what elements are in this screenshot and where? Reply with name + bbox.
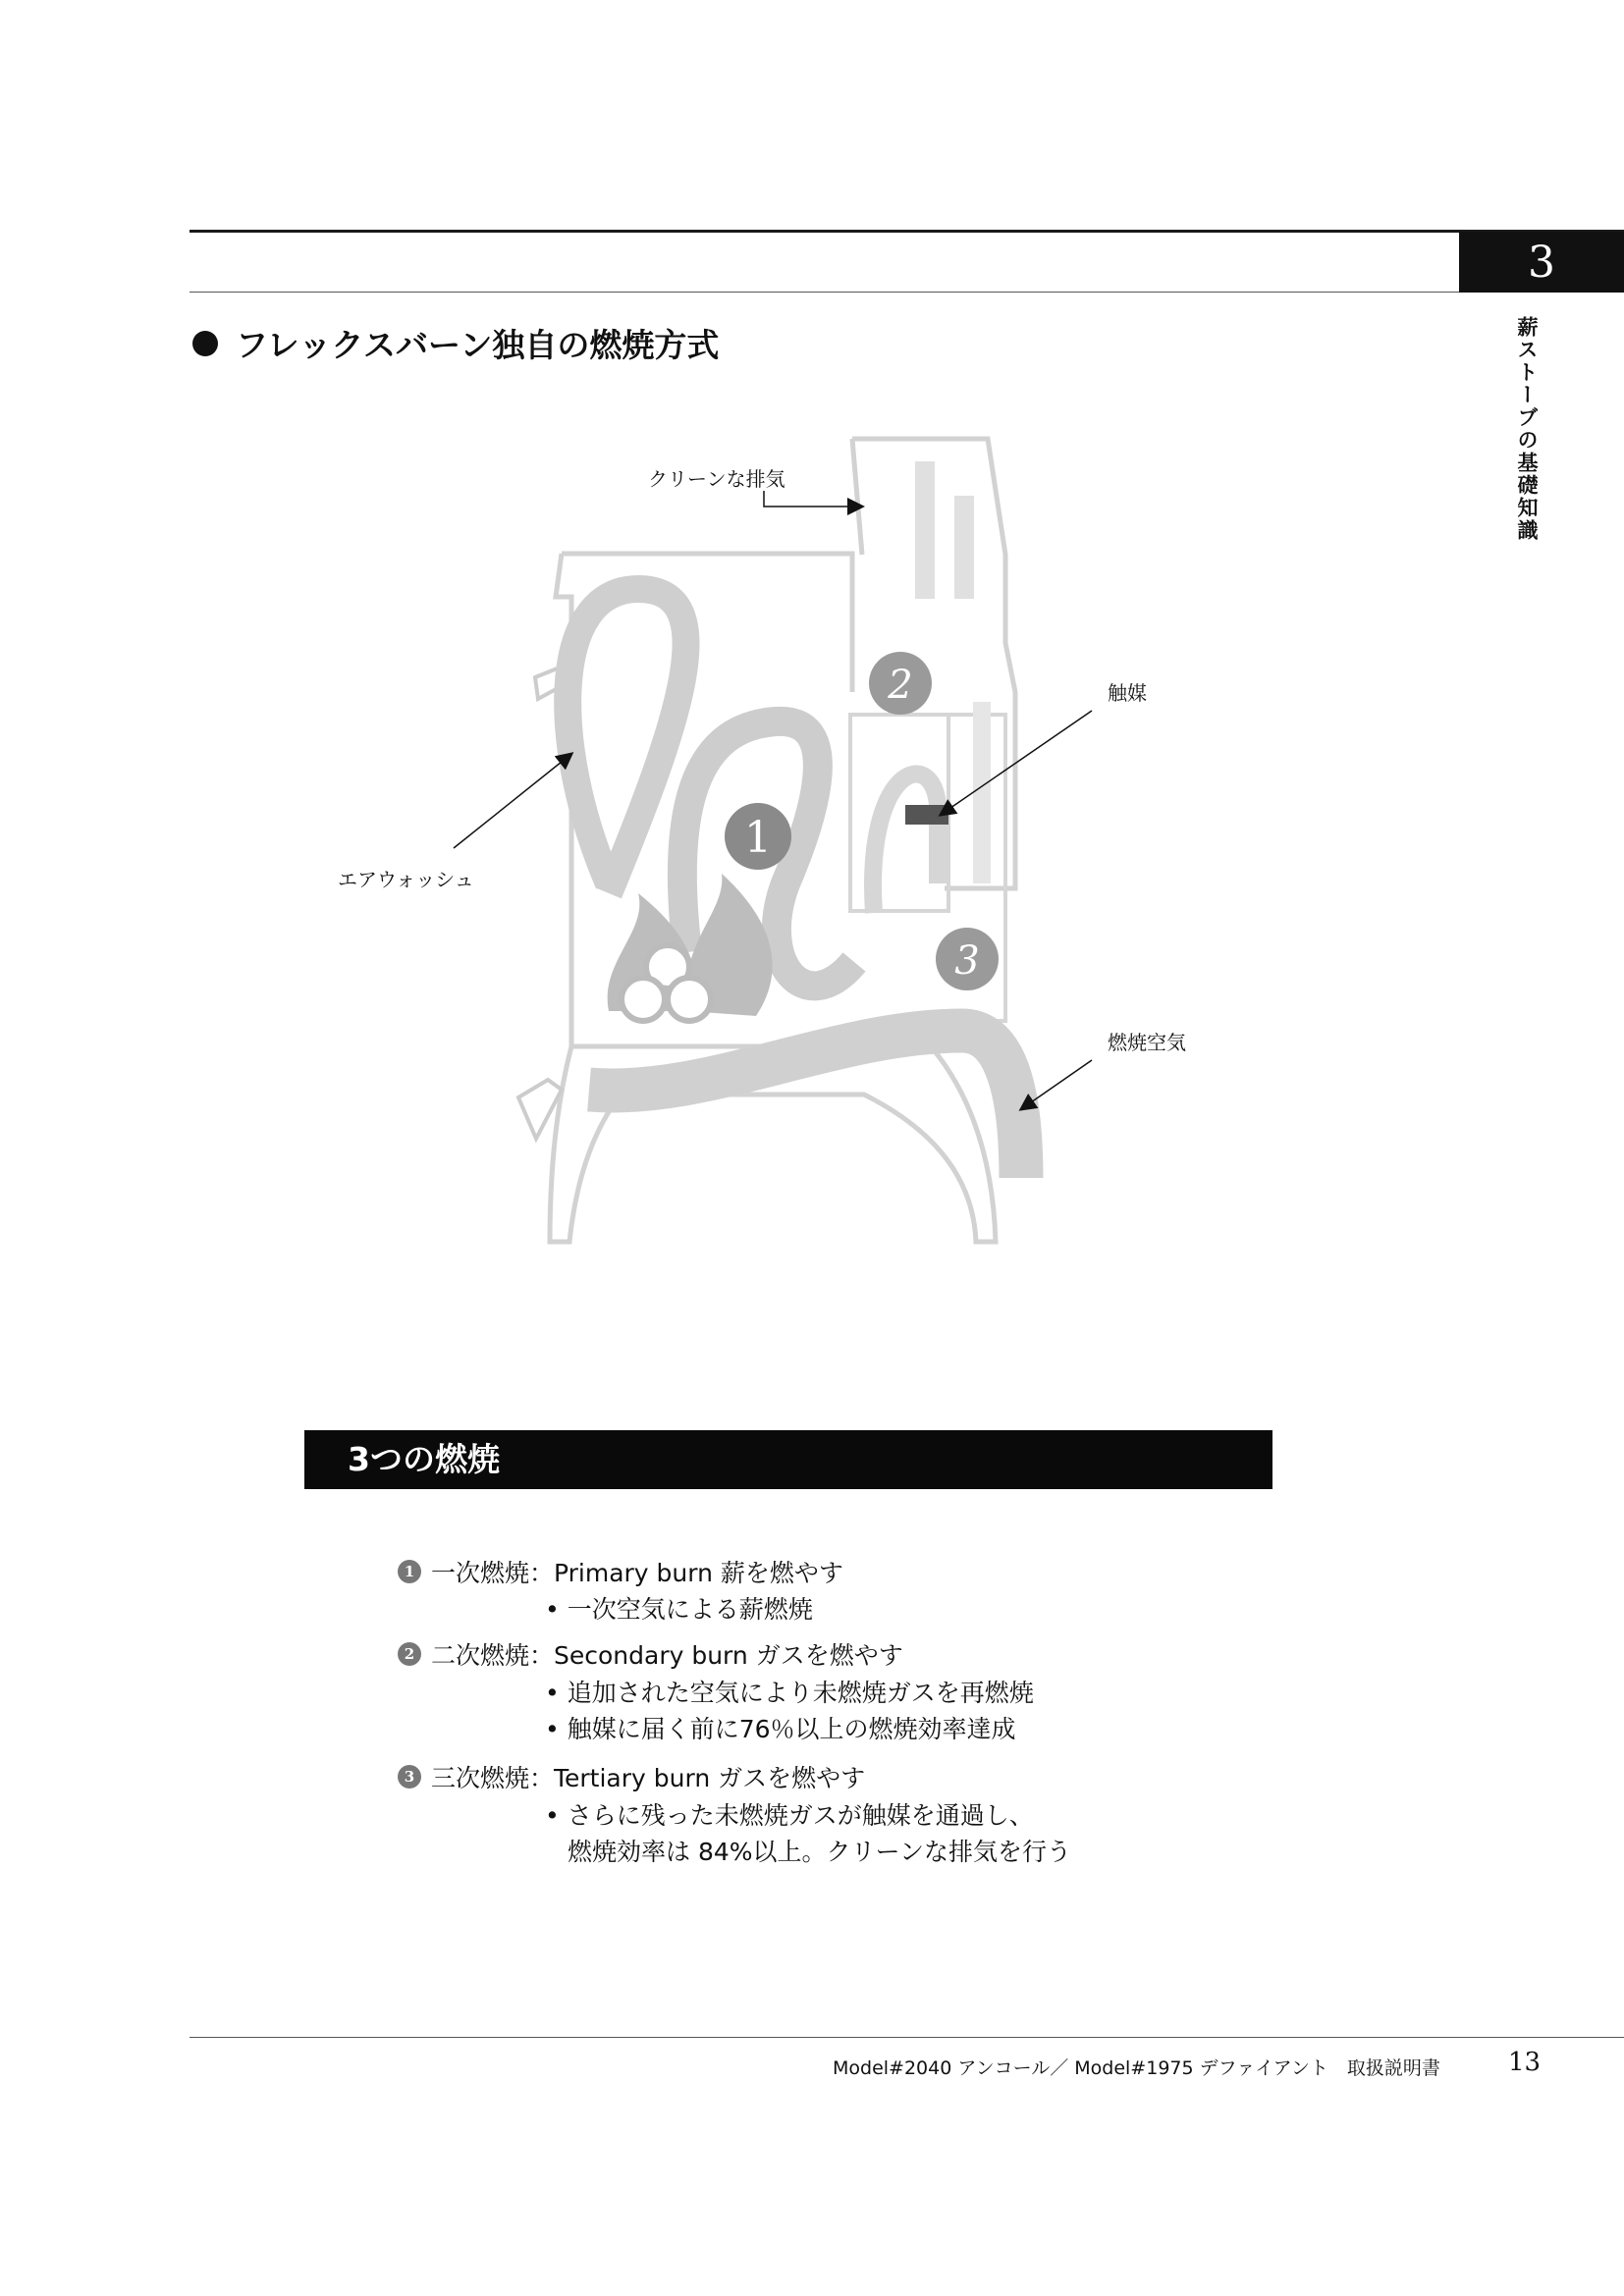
combustion-item-head <box>398 1636 903 1672</box>
page-number: 13 <box>1508 2048 1542 2077</box>
combustion-air-label: 燃焼空気 <box>1108 1031 1186 1054</box>
catalyst-label: 触媒 <box>1108 681 1147 705</box>
combustion-item-1 <box>398 1554 843 1589</box>
chapter-title: 薪ストーブの基礎知識 <box>1515 316 1540 542</box>
number-2-icon: 2 <box>398 1642 421 1666</box>
clean-exhaust-pointer <box>764 491 862 507</box>
footer-model-text: Model#2040 アンコール／ Model#1975 デファイアント 取扱説明書 <box>833 2057 1440 2079</box>
section-title-text: フレックスバーン独自の燃焼方式 <box>236 326 720 364</box>
air-wash-label: エアウォッシュ <box>338 868 474 891</box>
log-icon <box>668 978 711 1021</box>
number-3-icon: 3 <box>398 1765 421 1789</box>
marker-1-label: 1 <box>744 813 772 863</box>
combustion-heading-bar: 3つの燃焼 <box>304 1430 1272 1489</box>
marker-3-label: 3 <box>954 938 980 984</box>
chapter-number: 3 <box>1528 237 1555 288</box>
combustion-item-line: • 触媒に届く前に76％以上の燃焼効率達成 <box>545 1715 1016 1743</box>
combustion-item-3 <box>398 1759 865 1794</box>
marker-2-label: 2 <box>888 663 913 708</box>
combustion-item-title: 三次燃焼：Tertiary burn ガスを燃やす <box>431 1764 866 1792</box>
combustion-item-line: 燃焼効率は 84%以上。クリーンな排気を行う <box>568 1838 1072 1866</box>
footer-rule <box>189 2037 1624 2038</box>
log-icon <box>622 978 665 1021</box>
air-wash-flow <box>568 589 685 893</box>
catalyst-block <box>905 805 948 825</box>
combustion-item-head <box>398 1554 843 1589</box>
combustion-item-line: • 一次空気による薪燃焼 <box>545 1595 813 1624</box>
combustion-item-title: 一次燃焼：Primary burn 薪を燃やす <box>431 1559 843 1587</box>
combustion-item-2 <box>398 1636 903 1672</box>
marker-1 <box>725 803 791 870</box>
air-wash-pointer <box>454 754 571 848</box>
secondary-flow <box>873 774 938 913</box>
number-1-icon: 1 <box>398 1560 421 1583</box>
combustion-item-title: 二次燃焼：Secondary burn ガスを燃やす <box>431 1641 903 1670</box>
marker-3 <box>936 928 999 990</box>
combustion-item-line: • 追加された空気により未燃焼ガスを再燃焼 <box>545 1679 1034 1707</box>
combustion-item-head <box>398 1759 865 1794</box>
chimney-outline-left <box>852 439 862 555</box>
clean-exhaust-label: クリーンな排気 <box>648 467 785 491</box>
combustion-air-flow <box>589 1031 1021 1178</box>
marker-2 <box>869 652 932 715</box>
combustion-item-line: • さらに残った未燃焼ガスが触媒を通過し、 <box>545 1801 1034 1830</box>
